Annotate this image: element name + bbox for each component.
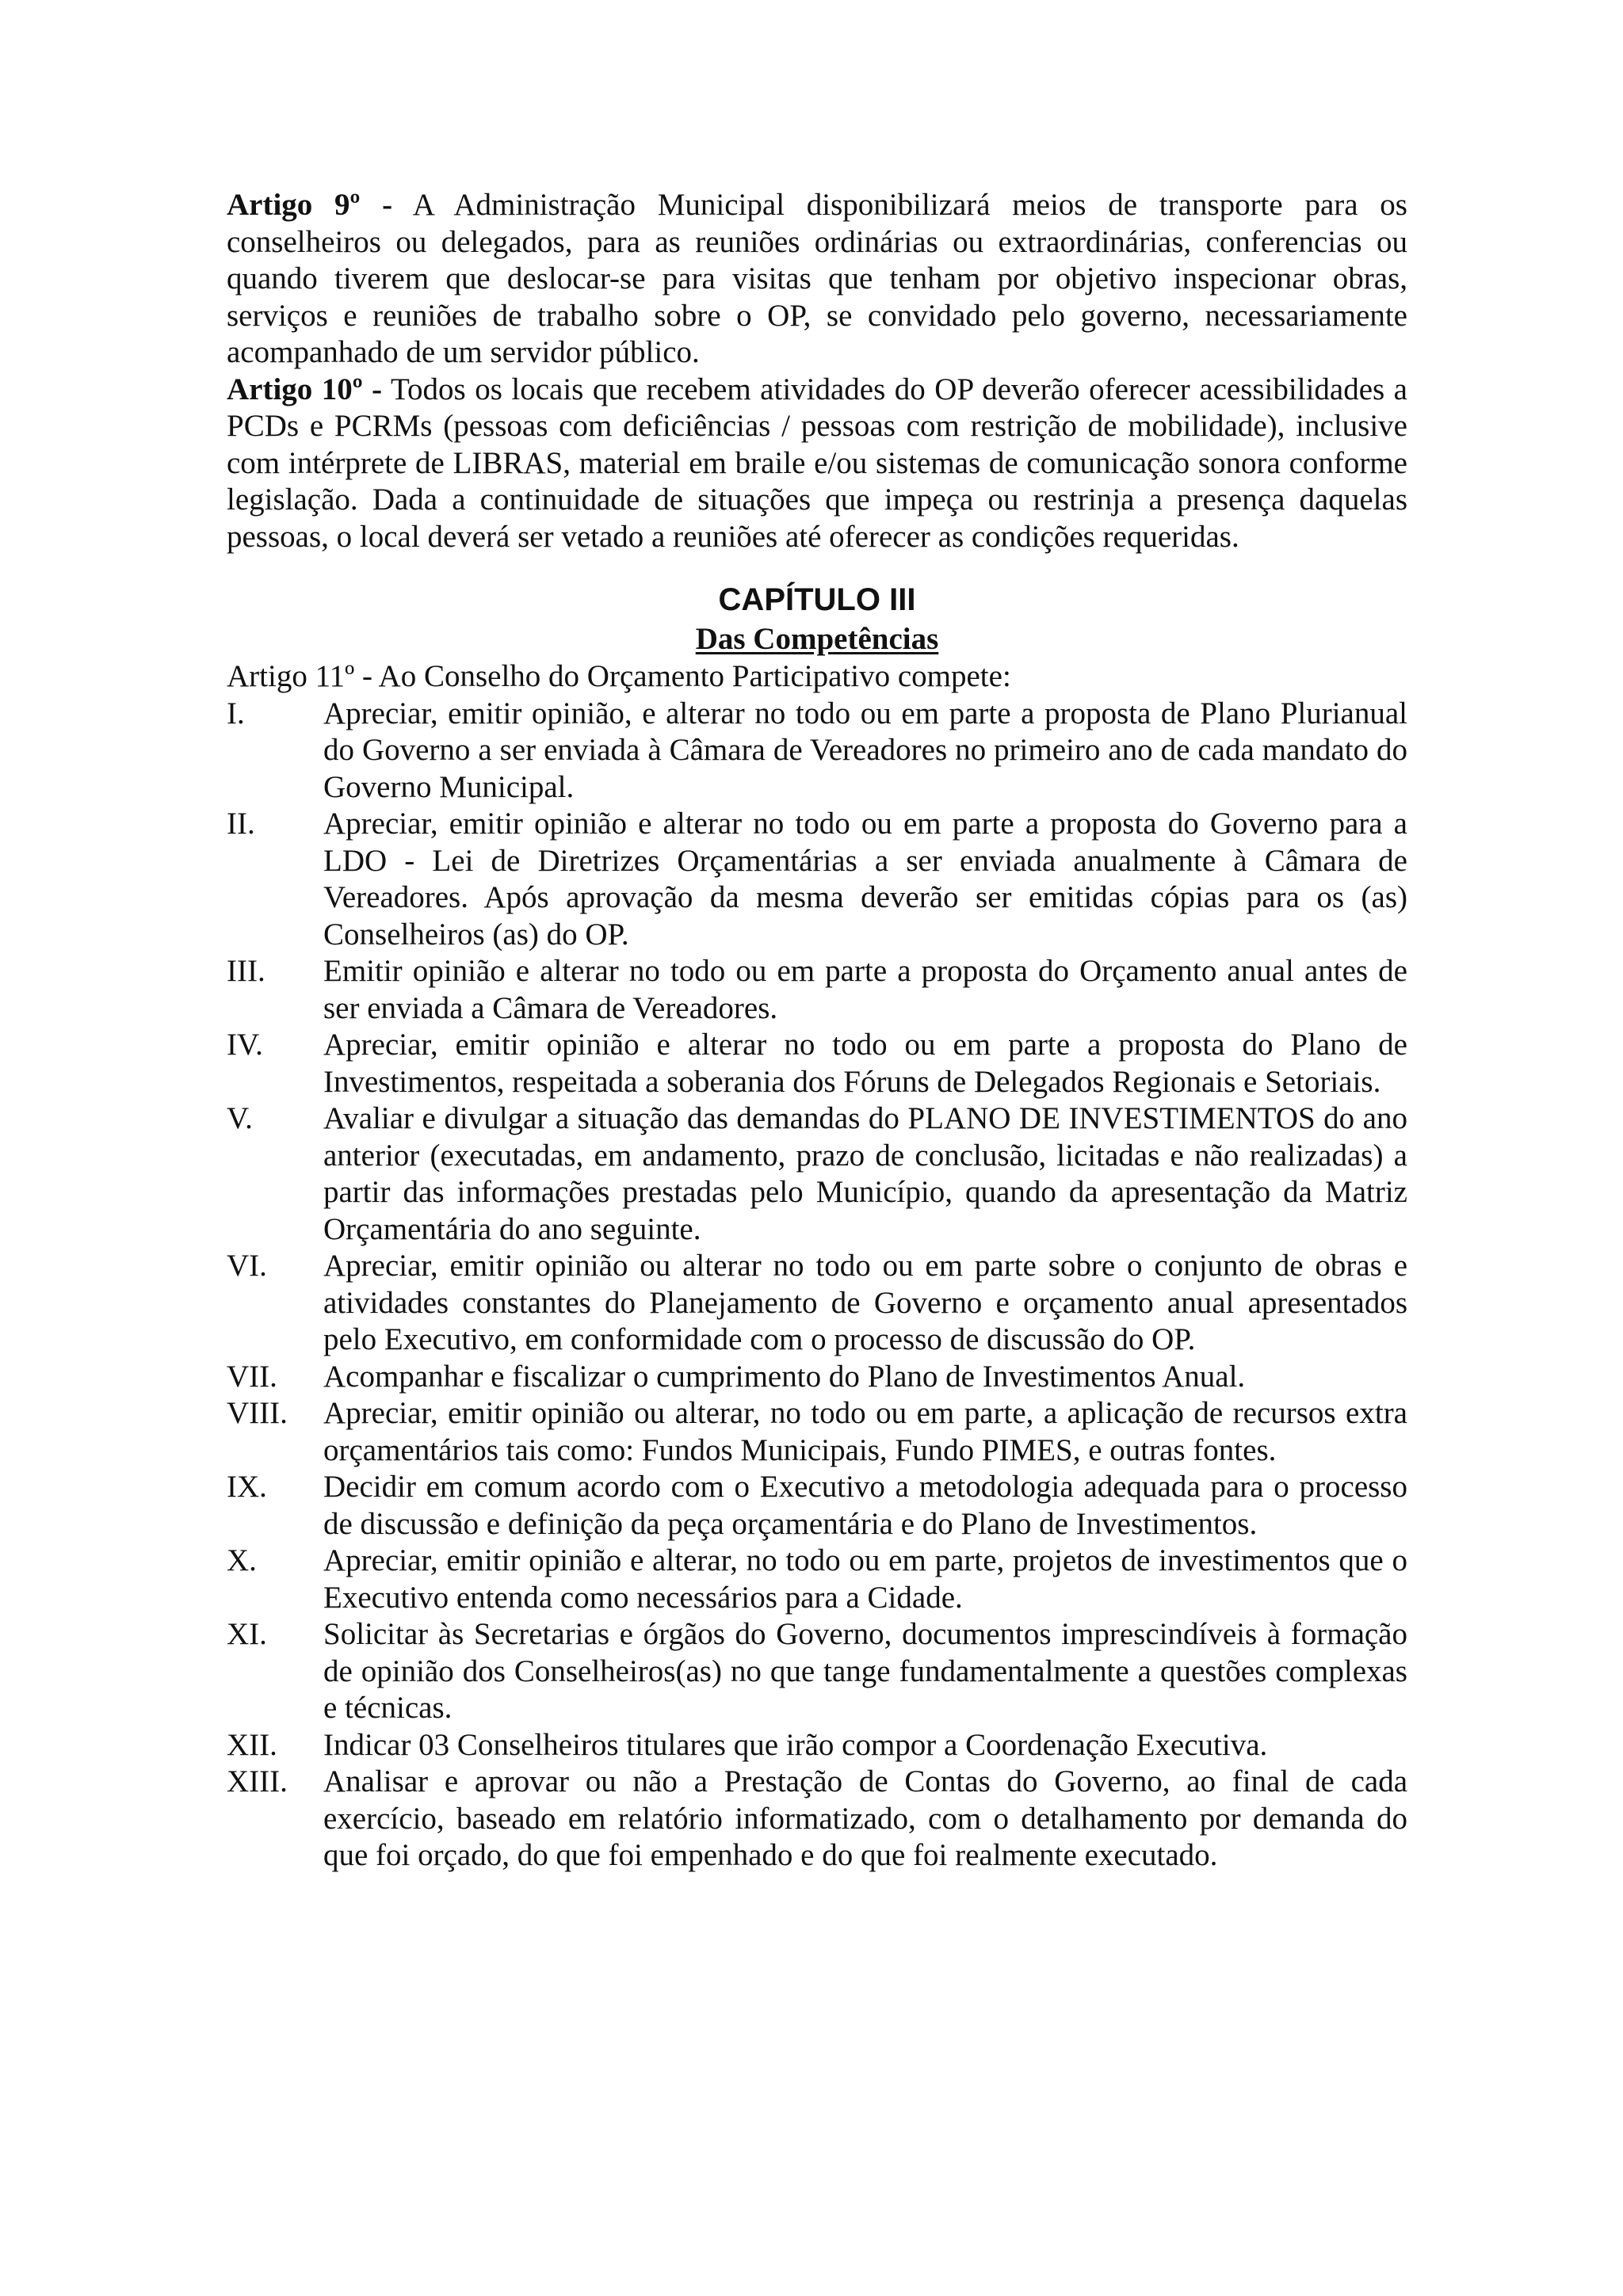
item-text: Analisar e aprovar ou não a Prestação de Contas do Governo, ao final de cada exercício, baseado em relatório informatizado, com o detalhamento por demanda do que foi orçado, do que foi empenhado e do que foi realmente executado. [323, 1764, 1407, 1872]
item-number: XIII. [227, 1764, 288, 1798]
item-text: Indicar 03 Conselheiros titulares que irão compor a Coordenação Executiva. [323, 1727, 1268, 1762]
item-number: XII. [227, 1727, 277, 1762]
item-number: VII. [227, 1359, 277, 1394]
list-item [227, 696, 1407, 807]
list-item [227, 1727, 1407, 1764]
item-text: Apreciar, emitir opinião e alterar, no todo ou em parte, projetos de investimentos que o Executivo entenda como necessários para a Cidade. [323, 1543, 1407, 1615]
list-item [227, 1469, 1407, 1543]
chapter-title: CAPÍTULO III [718, 582, 916, 617]
document-page [227, 187, 1407, 1875]
item-number: VIII. [227, 1396, 288, 1430]
item-number: VI. [227, 1249, 267, 1283]
list-item [227, 1248, 1407, 1359]
list-item [227, 1395, 1407, 1469]
list-item [227, 1100, 1407, 1248]
item-text: Acompanhar e fiscalizar o cumprimento do Plano de Investimentos Anual. [323, 1359, 1246, 1394]
article-10-title: Artigo 10º - [227, 372, 383, 406]
item-text: Apreciar, emitir opinião e alterar no todo ou em parte a proposta do Plano de Investimentos, respeitada a soberania dos Fóruns de Delegados Regionais e Setoriais. [323, 1028, 1407, 1099]
list-item [227, 953, 1407, 1027]
item-number: IX. [227, 1470, 267, 1504]
item-number: V. [227, 1101, 253, 1135]
article-9 [227, 187, 1407, 372]
item-number: I. [227, 696, 245, 730]
list-item [227, 1543, 1407, 1616]
article-10-text: Todos os locais que recebem atividades do OP deverão oferecer acessibilidades a PCDs e PCRMs (pessoas com deficiências / pessoas com restrição de mobilidade), inclusive com intérprete de LIBRAS, material em braile e/ou sistemas de comunicação sonora conforme legislação. Dada a continuidade de situações que impeça ou restrinja a presença daquelas pessoas, o local deverá ser vetado a reuniões até oferecer as condições requeridas. [227, 372, 1407, 554]
article-9-title: Artigo 9º - [227, 188, 393, 222]
item-number: II. [227, 807, 255, 841]
article-10 [227, 372, 1407, 556]
list-item [227, 1764, 1407, 1875]
item-text: Decidir em comum acordo com o Executivo a metodologia adequada para o processo de discussão e definição da peça orçamentária e do Plano de Investimentos. [323, 1470, 1407, 1541]
list-item [227, 806, 1407, 953]
article-11-intro: Artigo 11º - Ao Conselho do Orçamento Participativo compete: [227, 659, 1011, 693]
item-text: Apreciar, emitir opinião ou alterar no todo ou em parte sobre o conjunto de obras e atividades constantes do Planejamento de Governo e orçamento anual apresentados pelo Executivo, em conformidade com o processo de discussão do OP. [323, 1249, 1407, 1356]
chapter-subtitle: Das Competências [695, 622, 939, 656]
item-number: XI. [227, 1617, 267, 1651]
item-text: Apreciar, emitir opinião, e alterar no todo ou em parte a proposta de Plano Plurianual do Governo a ser enviada à Câmara de Vereadores no primeiro ano de cada mandato do Governo Municipal. [323, 696, 1407, 804]
item-number: III. [227, 954, 265, 988]
item-text: Solicitar às Secretarias e órgãos do Governo, documentos imprescindíveis à formação de opinião dos Conselheiros(as) no que tange fundamentalmente a questões complexas e técnicas. [323, 1617, 1407, 1725]
item-text: Avaliar e divulgar a situação das demandas do PLANO DE INVESTIMENTOS do ano anterior (executadas, em andamento, prazo de conclusão, licitadas e não realizadas) a partir das informações prestadas pelo Município, quando da apresentação da Matriz Orçamentária do ano seguinte. [323, 1101, 1407, 1246]
item-number: X. [227, 1543, 257, 1577]
item-number: IV. [227, 1028, 263, 1062]
list-item [227, 1616, 1407, 1727]
list-item [227, 1027, 1407, 1100]
item-text: Apreciar, emitir opinião e alterar no todo ou em parte a proposta do Governo para a LDO - Lei de Diretrizes Orçamentárias a ser enviada anualmente à Câmara de Vereadores. Após aprovação da mesma deverão ser emitidas cópias para os (as) Conselheiros (as) do OP. [323, 807, 1407, 952]
article-9-text: A Administração Municipal disponibilizará meios de transporte para os conselheiros ou delegados, para as reuniões ordinárias ou extraordinárias, conferencias ou quando tiverem que deslocar-se para visitas que tenham por objetivo inspecionar obras, serviços e reuniões de trabalho sobre o OP, se convidado pelo governo, necessariamente acompanhado de um servidor público. [227, 188, 1407, 369]
list-item [227, 1359, 1407, 1396]
item-text: Emitir opinião e alterar no todo ou em parte a proposta do Orçamento anual antes de ser enviada a Câmara de Vereadores. [323, 954, 1407, 1025]
item-text: Apreciar, emitir opinião ou alterar, no todo ou em parte, a aplicação de recursos extra orçamentários tais como: Fundos Municipais, Fundo PIMES, e outras fontes. [323, 1396, 1407, 1467]
competences-list [227, 696, 1407, 1875]
